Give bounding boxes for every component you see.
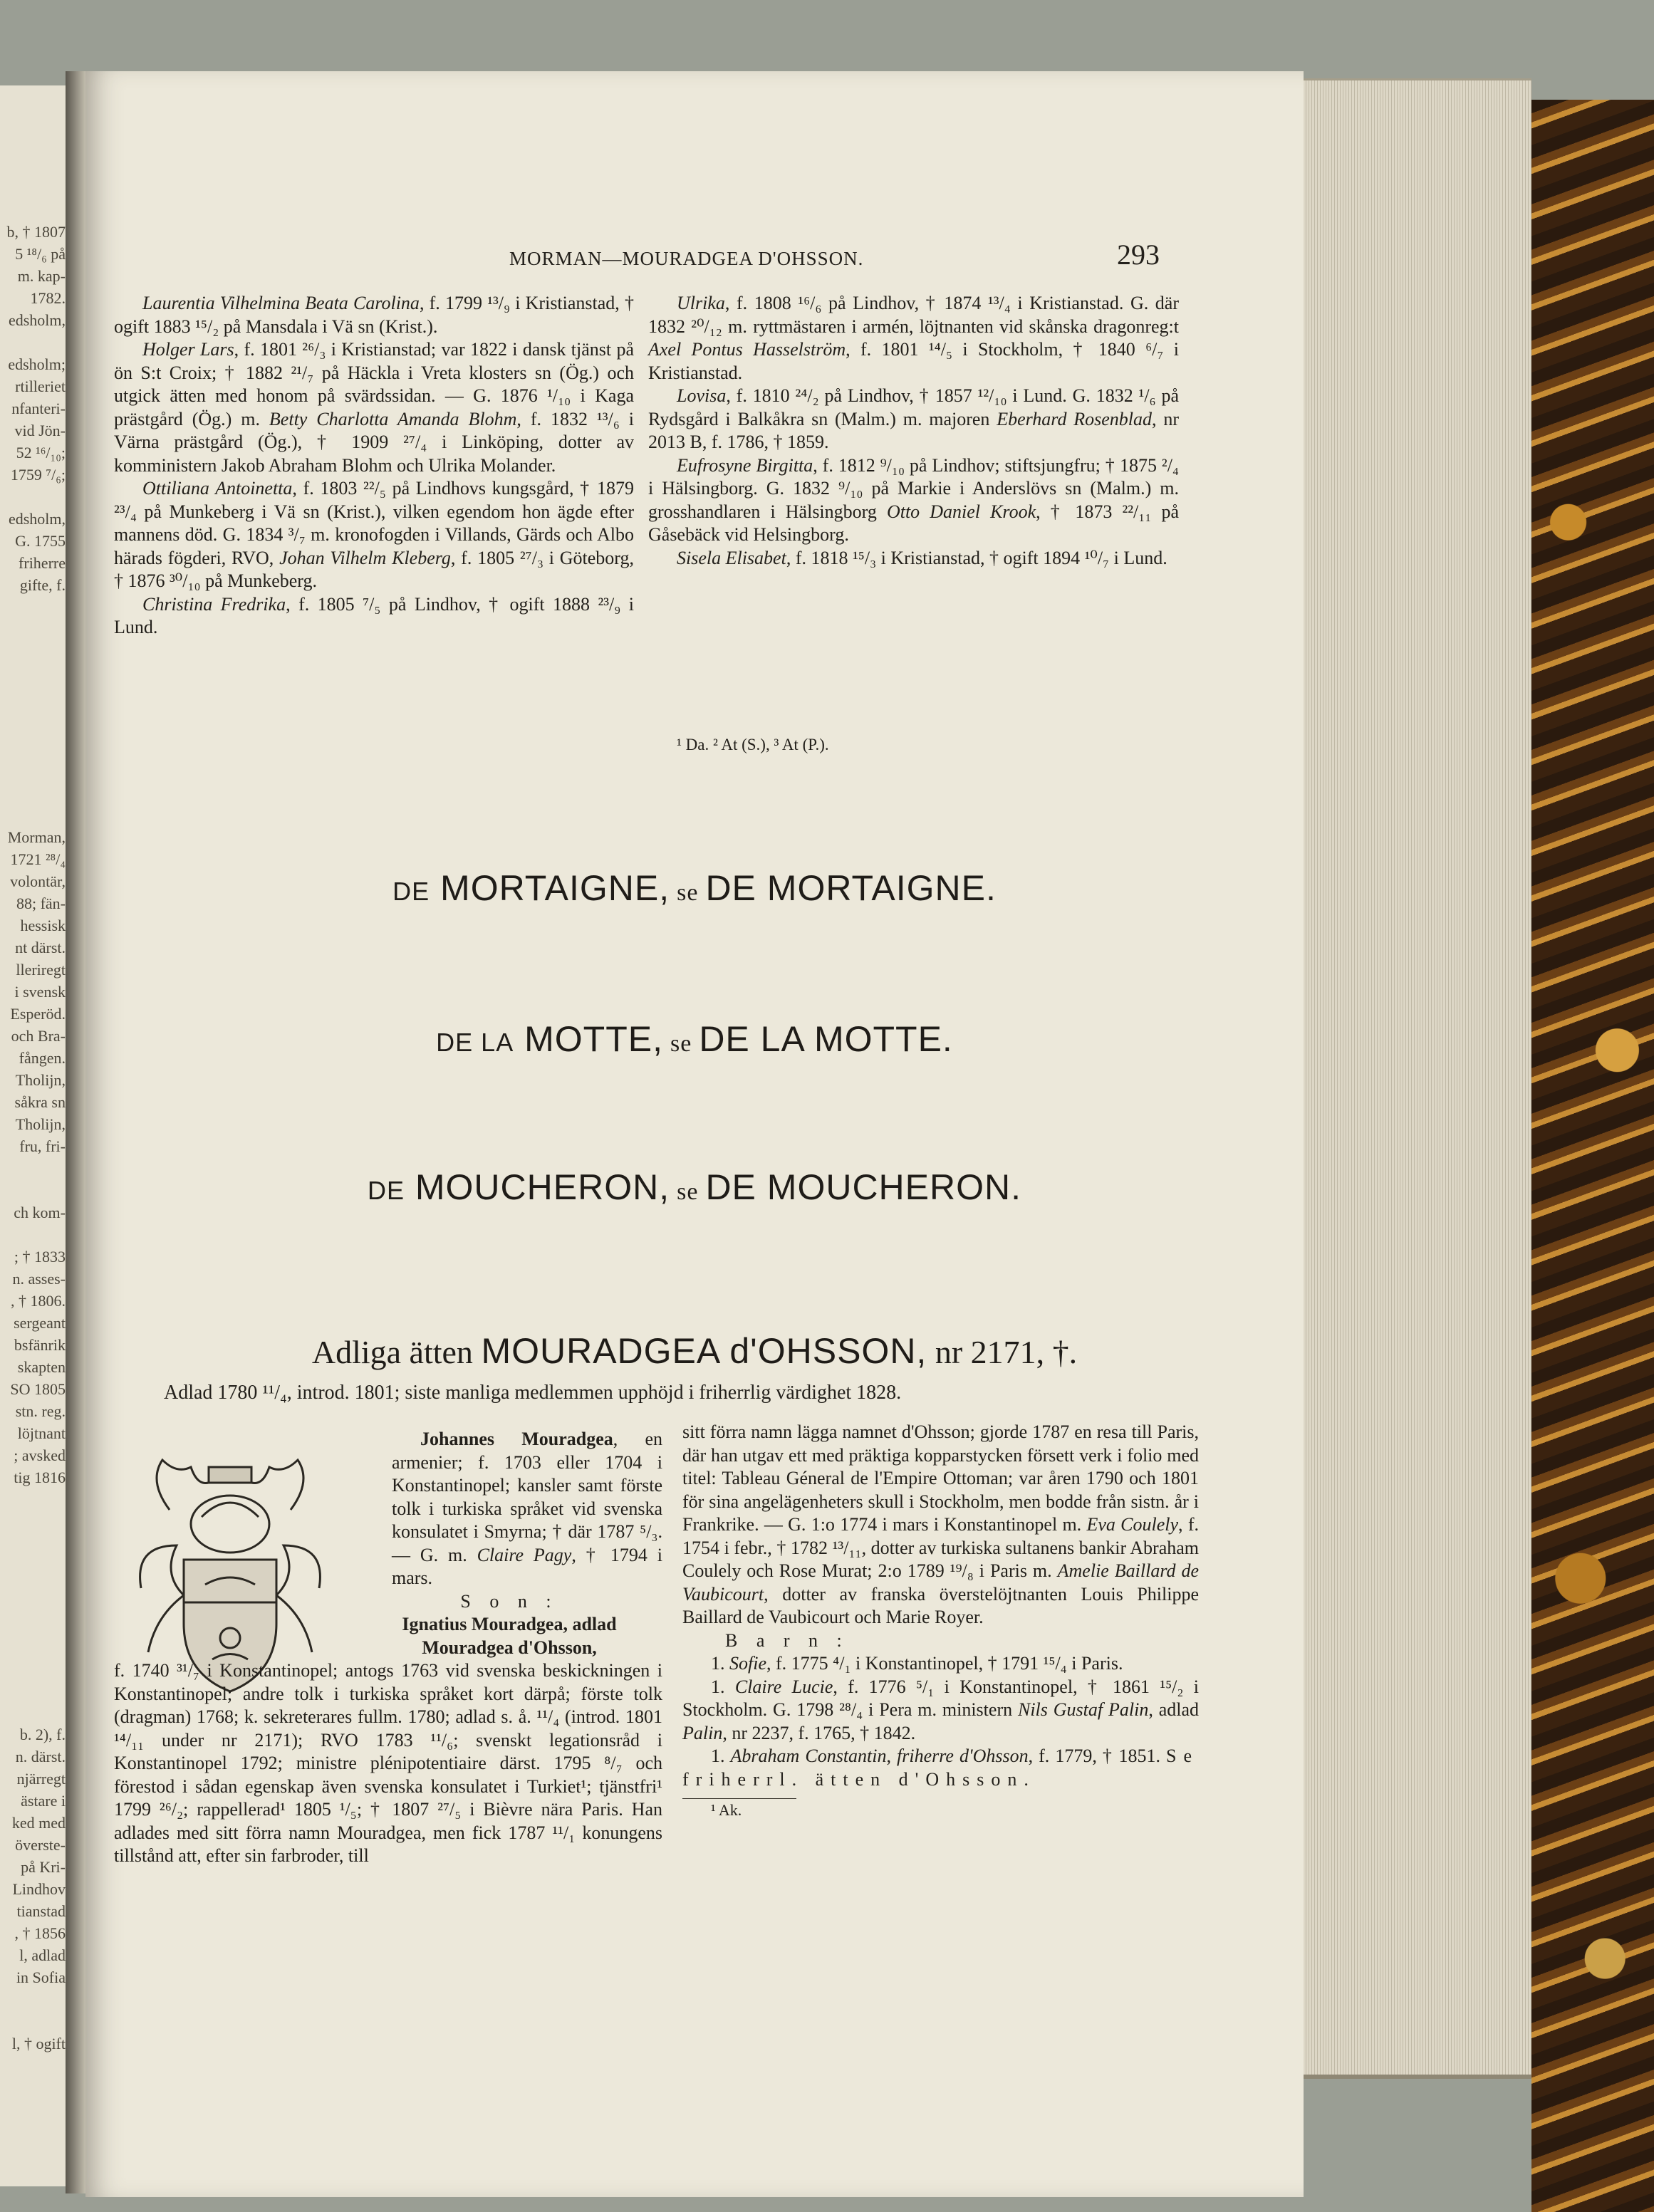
left-page-fragment: stn. reg. <box>15 1402 66 1420</box>
left-page-fragment: b, † 1807 <box>6 223 66 241</box>
ancestor-entry: Johannes Mouradgea, en armenier; f. 1703 eller 1704 i Konstantinopel; kansler samt förste tolk i turkiska språket vid svenska konsulatet i Smyrna; † där 1787 ⁵/₃. — G. m. Claire Pagy, † 1794 i mars. <box>392 1429 662 1588</box>
left-page-fragment: såkra sn <box>14 1093 66 1111</box>
left-page-fragments-bottom <box>3 1723 66 2055</box>
left-page-fragment: överste- <box>15 1836 66 1854</box>
left-page-fragment: edsholm, <box>8 311 66 329</box>
paragraph: Ulrika, f. 1808 ¹⁶/₆ på Lindhov, † 1874 ¹³/₄ i Kristianstad. G. där 1832 ²⁰/₁₂ m. ryttmästaren i armén, löjtnanten vid skånska dragonreg:t Axel Pontus Hasselström, f. 1801 ¹⁴/₅ i Stockholm, † 1840 ⁶/₇ i Kristianstad. <box>648 293 1179 383</box>
left-page-fragment: nfanteri- <box>11 400 66 417</box>
left-page-fragment <box>3 331 66 353</box>
paragraph: Eufrosyne Birgitta, f. 1812 ⁹/₁₀ på Lindhov; stiftsjungfru; † 1875 ²/₄ i Hälsingborg. G. 1832 ⁹/₁₀ på Markie i Anderslövs sn (Malm.) m. grosshandlaren i Hälsingborg Otto Daniel Krook, † 1873 ²²/₁₁ på Gåsebäck vid Helsingborg. <box>648 454 1180 545</box>
left-page-fragment: ; † 1833 <box>14 1248 66 1266</box>
left-page-fragment: , † 1856 <box>14 1924 66 1942</box>
left-page-fragment: 1759 ⁷/₆; <box>10 466 66 484</box>
xref-name: MOUCHERON, <box>415 1167 670 1207</box>
left-page-fragment: hessisk <box>20 917 66 934</box>
xref-target: DE LA MOTTE. <box>699 1019 953 1059</box>
right-column-top <box>648 292 1179 570</box>
xref-target: DE MORTAIGNE. <box>705 868 997 908</box>
left-page-fragment: nt därst. <box>15 939 66 956</box>
cross-ref-la-motte <box>85 1018 1304 1060</box>
left-page-fragment: G. 1755 <box>15 532 66 550</box>
left-page-fragment: i svensk <box>14 983 66 1001</box>
footnote: ¹ Ak. <box>711 1801 742 1819</box>
left-page-fragment: Morman, <box>7 828 66 846</box>
left-page-fragment: b. 2), f. <box>19 1726 66 1743</box>
left-page-fragment: ch kom- <box>14 1204 66 1221</box>
xref-se: se <box>670 1031 692 1057</box>
cross-ref-moucheron <box>85 1167 1304 1208</box>
xref-prefix: DE <box>367 1176 405 1205</box>
left-page-fragment: ked med <box>11 1814 66 1832</box>
page-edges <box>1304 78 1531 2079</box>
left-page-fragment <box>3 1224 66 1246</box>
left-page-fragment: friherre <box>19 554 66 572</box>
left-page-fragment: edsholm; <box>8 355 66 373</box>
left-page-fragment: n. asses- <box>12 1270 66 1288</box>
paragraph: Lovisa, f. 1810 ²⁴/₂ på Lindhov, † 1857 ¹²/₁₀ i Lund. G. 1832 ¹/₆ på Rydsgård i Balkåkra sn (Malm.) m. majoren Eberhard Rosenblad, nr 2013 B, f. 1786, † 1859. <box>648 385 1179 452</box>
left-page-fragment: lleriregt <box>16 961 66 979</box>
left-page-fragment: 52 ¹⁶/₁₀; <box>16 444 66 461</box>
son-entry-continued: sitt förra namn lägga namnet d'Ohsson; gjorde 1787 en resa till Paris, där han utgav ett med präktiga kopparstycken försett verk i folio med titel: Tableau Géneral de l'Empire Ottoman; var åren 1790 och 1801 för sina angelägenheters skull i Stockholm, men bodde från sistn. år i Frankrike. — G. 1:o 1774 i mars i Konstantinopel m. Eva Coulely, f. 1754 i febr., † 1782 ¹³/₁₁, dotter av turkiska sultanens bankir Abraham Coulely och Rose Murat; 2:o 1789 ¹⁹/₈ i Paris m. Amelie Baillard de Vaubicourt, dotter av franska överstelöjtnanten Louis Philippe Baillard de Vaubicourt och Marie Royer. <box>682 1421 1200 1627</box>
left-page-fragment: tig 1816 <box>14 1468 66 1486</box>
book-page <box>85 71 1304 2197</box>
left-page-fragment: fru, fri- <box>19 1137 66 1155</box>
left-column-top <box>114 292 634 640</box>
left-page-fragment: rtilleriet <box>15 377 66 395</box>
book-spine <box>1531 100 1654 2212</box>
left-page-fragment: m. kap- <box>17 267 66 285</box>
left-page-fragment: bsfänrik <box>14 1336 66 1354</box>
xref-prefix: DE LA <box>436 1028 514 1057</box>
son-name: Ignatius Mouradgea, adlad Mouradgea d'Ohsson, <box>402 1614 617 1658</box>
left-page-fragment: , † 1806. <box>11 1292 66 1310</box>
family-number: nr 2171, †. <box>935 1334 1078 1370</box>
right-column-bottom <box>682 1421 1199 1822</box>
left-page-fragment: Tholijn, <box>15 1071 66 1089</box>
left-page-fragment: n. därst. <box>15 1748 66 1765</box>
left-page-fragment <box>3 2010 66 2033</box>
left-page-fragment: Esperöd. <box>10 1005 66 1023</box>
xref-se: se <box>677 1179 699 1205</box>
xref-prefix: DE <box>392 877 430 906</box>
left-page-fragment: och Bra- <box>11 1027 66 1045</box>
left-page-fragment: 88; fän- <box>16 894 66 912</box>
family-prefix: Adliga ätten <box>311 1334 473 1370</box>
left-page-fragment: tianstad <box>16 1902 66 1920</box>
family-subtitle: Adlad 1780 ¹¹/₄, introd. 1801; siste manliga medlemmen upphöjd i friherrlig värdighet 1828. <box>164 1382 902 1404</box>
left-page-edge <box>0 85 68 2186</box>
left-page-fragments-top <box>3 221 66 596</box>
family-name: MOURADGEA d'OHSSON, <box>481 1331 927 1371</box>
paragraph: Christina Fredrika, f. 1805 ⁷/₅ på Lindhov, † ogift 1888 ²³/₉ i Lund. <box>114 593 634 637</box>
left-page-fragment: sergeant <box>14 1314 66 1332</box>
child-entry: 1. Abraham Constantin, friherre d'Ohsson, f. 1779, † 1851. Se friherrl. ätten d'Ohsson. <box>682 1746 1199 1790</box>
left-page-fragment: 1721 ²⁸/₄ <box>10 850 66 868</box>
left-column-bottom <box>114 1428 662 1868</box>
xref-target: DE MOUCHERON. <box>705 1167 1022 1207</box>
paragraph: Ottiliana Antoinetta, f. 1803 ²²/₅ på Lindhovs kungsgård, † 1879 ²³/₄ på Munkeberg i Vä sn (Krist.), vilken egendom hon ägde efter mannens död. G. 1834 ³/₇ m. kronofogden i Villands, Gärds och Albo härads fögderi, RVO, Johan Vilhelm Kleberg, f. 1805 ²⁷/₃ i Göteborg, † 1876 ³⁰/₁₀ på Munkeberg. <box>114 478 634 591</box>
left-page-fragment: Lindhov <box>12 1880 66 1898</box>
xref-se: se <box>677 880 699 906</box>
paragraph: Sisela Elisabet, f. 1818 ¹⁵/₃ i Kristianstad, † ogift 1894 ¹⁰/₇ i Lund. <box>677 547 1167 568</box>
book-gutter <box>66 71 87 2193</box>
left-page-fragment: gifte, f. <box>19 576 66 594</box>
child-entry: 1. Sofie, f. 1775 ⁴/₁ i Konstantinopel, † 1791 ¹⁵/₄ i Paris. <box>711 1653 1123 1674</box>
son-entry: f. 1740 ³¹/₇ i Konstantinopel; antogs 1763 vid svenska beskickningen i Konstantinopel; andre tolk i turkiska språket kort därpå; förste tolk (dragman) 1768; k. sekreterares fullm. 1780; adlad s. å. ¹¹/₄ (introd. 1801 ¹⁴/₁₁ under nr 2171); RVO 1783 ¹¹/₆; svenskt legationsråd i Konstantinopel 1792; ministre plénipotentiaire därst. 1795 ⁸/₇ och förestod i sådan egenskap även svenska konsulatet i Turkiet¹; tjänstfri¹ 1799 ²⁶/₂; rappellerad¹ 1805 ¹/₅; † 1807 ²⁷/₅ i Bièvre nära Paris. Han adlades med sitt förra namn Mouradgea, men fick 1787 ¹¹/₁ konungens tillstånd att, efter sin farbroder, till <box>114 1660 662 1866</box>
left-page-fragment: volontär, <box>10 872 66 890</box>
left-page-fragment: vid Jön- <box>14 422 66 439</box>
son-heading: S o n : <box>460 1590 558 1612</box>
left-page-fragment <box>3 486 66 508</box>
left-page-fragment: på Kri- <box>21 1858 66 1876</box>
family-title <box>85 1330 1304 1372</box>
paragraph: Holger Lars, f. 1801 ²⁶/₃ i Kristianstad; var 1822 i dansk tjänst på ön S:t Croix; † 1882 ²¹/₇ på Häckla i Vreta klosters sn (Ög.) och utgick ätten med honom på svärdssidan. — G. 1876 ¹/₁₀ i Kaga prästgård (Ög.) m. Betty Charlotta Amanda Blohm, f. 1832 ¹³/₆ i Värna prästgård (Ög.), † 1909 ²⁷/₄ i Linköping, dotter av komministern Jakob Abraham Blohm och Ulrika Molander. <box>114 339 634 476</box>
left-page-fragment: edsholm, <box>8 510 66 528</box>
cross-ref-mortaigne <box>85 867 1304 909</box>
left-page-fragment: ästare i <box>21 1792 66 1810</box>
left-page-fragment: skapten <box>17 1358 66 1376</box>
child-entry: 1. Claire Lucie, f. 1776 ⁵/₁ i Konstantinopel, † 1861 ¹⁵/₂ i Stockholm. G. 1798 ²⁸/₄ i Pera m. ministern Nils Gustaf Palin, adlad Palin, nr 2237, f. 1765, † 1842. <box>682 1676 1200 1743</box>
left-page-fragment <box>3 1988 66 2010</box>
left-page-fragment: löjtnant <box>17 1424 66 1442</box>
left-page-fragment: SO 1805 <box>10 1380 66 1398</box>
left-page-fragment: in Sofia <box>16 1968 66 1986</box>
left-page-fragment: njärregt <box>16 1770 66 1788</box>
left-page-fragment <box>3 1157 66 1179</box>
children-heading: B a r n : <box>725 1629 849 1651</box>
running-head: MORMAN—MOURADGEA D'OHSSON. <box>509 248 864 269</box>
xref-name: MORTAIGNE, <box>440 868 670 908</box>
paragraph: Laurentia Vilhelmina Beata Carolina, f. 1799 ¹³/₉ i Kristianstad, † ogift 1883 ¹⁵/₂ på Mansdala i Vä sn (Krist.). <box>114 293 634 337</box>
left-page-fragments-mid <box>3 826 66 1488</box>
left-page-fragment: ; avsked <box>14 1446 66 1464</box>
footnotes-top: ¹ Da. ² At (S.), ³ At (P.). <box>677 736 829 753</box>
left-page-fragment: Tholijn, <box>15 1115 66 1133</box>
xref-name: MOTTE, <box>524 1019 663 1059</box>
left-page-fragment <box>3 1179 66 1201</box>
left-page-fragment: fången. <box>19 1049 66 1067</box>
page-number: 293 <box>1117 239 1160 271</box>
left-page-fragment: 1782. <box>30 289 66 307</box>
left-page-fragment: l, adlad <box>19 1946 66 1964</box>
left-page-fragment: l, † ogift <box>11 2035 66 2052</box>
left-page-fragment: 5 ¹⁸/₆ på <box>15 245 66 263</box>
